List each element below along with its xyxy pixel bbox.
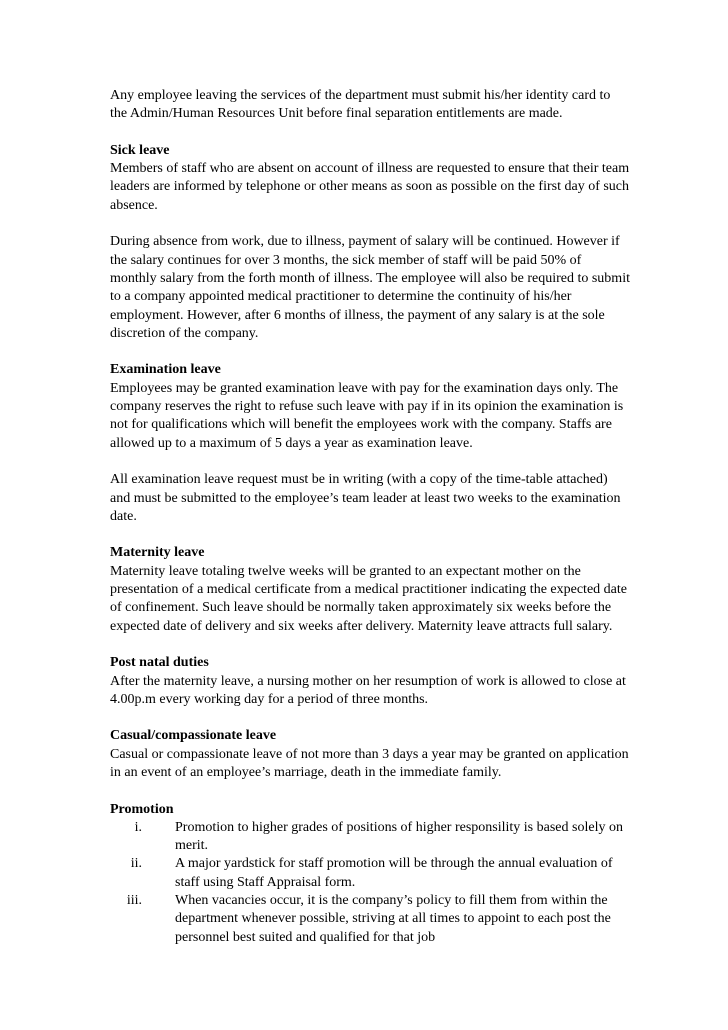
maternity-leave-paragraph: Maternity leave totaling twelve weeks will be granted to an expectant mother on the presentation of a medical certificate from a medical practitioner indicating the expected date of confinement. Such leave should be normally taken approximately six weeks before the expected date of delivery and six weeks after delivery. Maternity leave attracts full salary. <box>110 563 627 634</box>
sick-leave-section <box>110 142 630 215</box>
examination-leave-heading: Examination leave <box>110 362 221 378</box>
sick-leave-heading: Sick leave <box>110 142 170 158</box>
intro-paragraph: Any employee leaving the services of the department must submit his/her identity card to the Admin/Human Resources Unit before final separation entitlements are made. <box>110 88 611 122</box>
post-natal-section <box>110 654 630 709</box>
list-item-text: Promotion to higher grades of positions of higher responsility is based solely on merit. <box>175 819 623 854</box>
examination-leave-section <box>110 361 630 452</box>
list-item-number: ii. <box>130 856 142 872</box>
sick-leave-paragraph-1: Members of staff who are absent on account of illness are requested to ensure that their team leaders are informed by telephone or other means as soon as possible on the first day of such absence. <box>110 161 630 213</box>
promotion-list-item <box>110 819 630 856</box>
examination-leave-paragraph-2: All examination leave request must be in writing (with a copy of the time-table attached) and must be submitted to the employee’s team leader at least two weeks to the examination date. <box>110 472 621 524</box>
casual-leave-heading: Casual/compassionate leave <box>110 728 277 744</box>
promotion-list <box>110 819 630 947</box>
list-item-number: iii. <box>126 893 142 909</box>
list-item-text: A major yardstick for staff promotion will be through the annual evaluation of staff using Staff Appraisal form. <box>175 856 613 890</box>
list-item-number: i. <box>134 819 142 835</box>
document-page <box>110 87 630 965</box>
promotion-list-item <box>110 855 630 892</box>
promotion-list-item <box>110 892 630 947</box>
list-item-text: When vacancies occur, it is the company’s policy to fill them from within the department whenever possible, striving at all times to appoint to each post the personnel best suited and qualified for that job <box>175 893 611 945</box>
casual-leave-paragraph: Casual or compassionate leave of not more than 3 days a year may be granted on application in an event of an employee’s marriage, death in the immediate family. <box>110 746 629 780</box>
maternity-leave-section <box>110 544 630 635</box>
post-natal-heading: Post natal duties <box>110 655 209 671</box>
promotion-section <box>110 801 630 947</box>
maternity-leave-heading: Maternity leave <box>110 545 205 561</box>
casual-leave-section <box>110 727 630 782</box>
post-natal-paragraph: After the maternity leave, a nursing mother on her resumption of work is allowed to close at 4.00p.m every working day for a period of three months. <box>110 673 626 707</box>
examination-leave-paragraph-1: Employees may be granted examination leave with pay for the examination days only. The company reserves the right to refuse such leave with pay if in its opinion the examination is not for qualifications which will benefit the employees work with the company. Staffs are allowed up to a maximum of 5 days a year as examination leave. <box>110 380 624 451</box>
promotion-heading: Promotion <box>110 801 174 817</box>
sick-leave-paragraph-2: During absence from work, due to illness, payment of salary will be continued. However if the salary continues for over 3 months, the sick member of staff will be paid 50% of monthly salary from the forth month of illness. The employee will also be required to submit to a company appointed medical practitioner to determine the continuity of his/her employment. However, after 6 months of illness, the payment of any salary is at the sole discretion of the company. <box>110 234 630 341</box>
